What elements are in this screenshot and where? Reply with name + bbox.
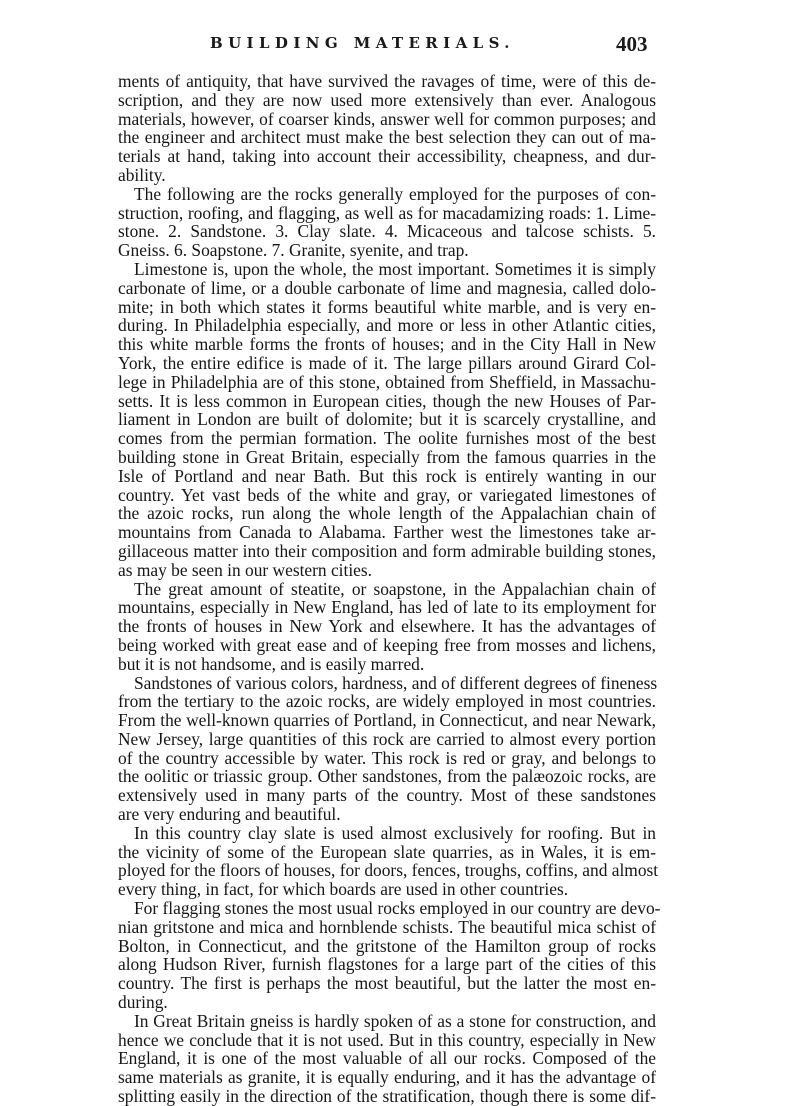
text-line: gillaceous matter into their composition and form admirable building stones, [118,540,656,561]
text-line: From the well-known quarries of Portland, in Connecticut, and near Newark, [118,710,656,731]
text-line: country. Yet vast beds of the white and gray, or variegated limestones of [118,484,656,505]
text-line: scription, and they are now used more extensively than ever. Analogous [118,89,656,110]
text-line: the oolitic or triassic group. Other sandstones, from the palæozoic rocks, are [118,766,656,787]
text-line: Limestone is, upon the whole, the most important. Sometimes it is simply [134,258,656,279]
text-line: England, it is one of the most valuable of all our rocks. Composed of the [118,1048,656,1069]
text-line: are very enduring and beautiful. [118,804,341,825]
running-head-title: BUILDING MATERIALS. [210,34,515,52]
body-text [118,71,661,1106]
text-line: being worked with great ease and of keeping free from mosses and lichens, [118,634,656,655]
text-line: carbonate of lime, or a double carbonate of lime and magnesia, called dolo- [118,277,656,298]
text-line: the fronts of houses in New York and elsewhere. It has the advantages of [118,616,656,637]
text-line: mountains, especially in New England, has led of late to its employment for [118,597,656,618]
text-line: along Hudson River, furnish flagstones for a large part of the cities of this [118,954,656,975]
text-line: In Great Britain gneiss is hardly spoken of as a stone for construction, and [134,1010,656,1031]
text-line: New Jersey, large quantities of this rock are carried to almost every portion [118,728,656,749]
text-line: setts. It is less common in European cities, though the new Houses of Par- [118,390,656,411]
text-line: terials at hand, taking into account their accessibility, cheapness, and dur- [118,146,656,167]
text-line: ability. [118,164,166,185]
text-line: Sandstones of various colors, hardness, and of different degrees of fineness [134,672,658,693]
text-line: York, the entire edifice is made of it. The large pillars around Girard Col- [118,352,656,373]
text-line: The following are the rocks generally employed for the purposes of con- [134,183,656,204]
text-line: from the tertiary to the azoic rocks, are widely employed in most countries. [118,691,656,712]
text-line: ments of antiquity, that have survived the ravages of time, were of this de- [118,71,656,91]
text-line: of the country accessible by water. This rock is red or gray, and belongs to [118,747,656,768]
paragraph [118,580,656,674]
text-line: ployed for the floors of houses, for doors, fences, troughs, coffins, and almost [118,860,659,881]
text-line: mountains from Canada to Alabama. Farther west the limestones take ar- [118,522,656,543]
text-line: during. In Philadelphia especially, and more or less in other Atlantic cities, [118,315,656,336]
paragraph [118,72,656,185]
text-line: the engineer and architect must make the best selection they can out of ma- [118,127,656,148]
text-line: mite; in both which states it forms beautiful white marble, and is very en- [118,296,656,317]
paragraph [118,822,659,900]
text-line: the vicinity of some of the European slate quarries, as in Wales, it is em- [118,841,656,862]
text-line: hence we conclude that it is not used. But in this country, especially in New [118,1029,656,1050]
text-line: Gneiss. 6. Soapstone. 7. Granite, syenite, and trap. [118,240,469,261]
paragraph [118,185,656,260]
text-line: struction, roofing, and flagging, as well as for macadamizing roads: 1. Lime- [118,202,656,223]
text-line: this white marble forms the fronts of houses; and in the City Hall in New [118,334,656,355]
text-line: country. The first is perhaps the most beautiful, but the latter the most en- [118,973,656,994]
text-line: extensively used in many parts of the country. Most of these sandstones [118,785,656,806]
text-line: stone. 2. Sandstone. 3. Clay slate. 4. Micaceous and talcose schists. 5. [118,221,656,242]
text-line: every thing, in fact, for which boards are used in other countries. [118,879,569,900]
text-line: liament in London are built of dolomite; but it is scarcely crystalline, and [118,409,656,430]
text-line: but it is not handsome, and is easily marred. [118,653,425,674]
paragraph [118,674,656,824]
text-line: comes from the permian formation. The oolite furnishes most of the best [118,428,656,449]
text-line: In this country clay slate is used almost exclusively for roofing. But in [134,822,656,843]
text-line: as may be seen in our western cities. [118,559,373,580]
text-line: For flagging stones the most usual rocks employed in our country are devo- [134,898,661,919]
text-line: same materials as granite, it is equally enduring, and it has the advantage of [118,1067,656,1088]
text-line: Bolton, in Connecticut, and the gritstone of the Hamilton group of rocks [118,935,656,956]
paragraph [118,260,656,580]
text-line: the azoic rocks, run along the whole length of the Appalachian chain of [118,503,656,524]
text-line: during. [118,992,168,1013]
text-line: Isle of Portland and near Bath. But this rock is entirely wanting in our [118,465,656,486]
paragraph [118,898,661,1013]
paragraph [118,1012,656,1106]
text-line: materials, however, of coarser kinds, answer well for common purposes; and [118,108,656,129]
page-number: 403 [616,32,648,56]
text-line: building stone in Great Britain, especially from the famous quarries in the [118,446,656,467]
text-line: lege in Philadelphia are of this stone, obtained from Sheffield, in Massachu- [118,371,656,392]
text-line: nian gritstone and mica and hornblende schists. The beautiful mica schist of [118,916,656,937]
text-line: splitting easily in the direction of the stratification, though there is some dif- [118,1086,656,1106]
text-line: The great amount of steatite, or soapstone, in the Appalachian chain of [134,578,656,599]
